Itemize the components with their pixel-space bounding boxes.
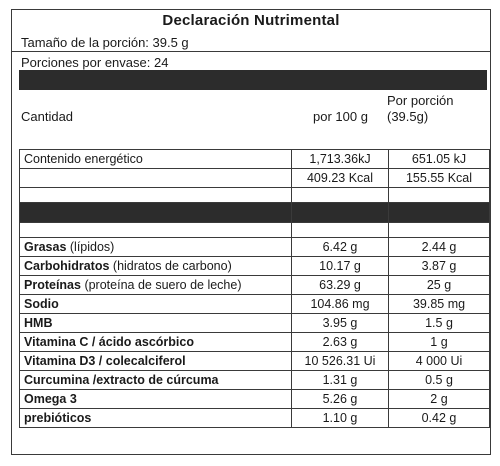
nutrient-per100: 10 526.31 Ui [292, 352, 389, 371]
energy-serving-kcal: 155.55 Kcal [389, 169, 490, 188]
table-row [20, 238, 490, 257]
nutrition-label [11, 9, 491, 455]
nutrient-serving: 3.87 g [389, 257, 490, 276]
nutrient-name: Carbohidratos (hidratos de carbono) [20, 257, 292, 276]
nutrient-name: Curcumina /extracto de cúrcuma [20, 371, 292, 390]
nutrient-per100: 6.42 g [292, 238, 389, 257]
nutrient-name: HMB [20, 314, 292, 333]
nutrient-serving: 1 g [389, 333, 490, 352]
nutrient-per100: 104.86 mg [292, 295, 389, 314]
header-per100: por 100 g [313, 109, 368, 124]
nutrient-per100: 63.29 g [292, 276, 389, 295]
header-quantity: Cantidad [21, 109, 74, 124]
table-row [20, 333, 490, 352]
nutrient-name: Omega 3 [20, 390, 292, 409]
nutrient-name: Proteínas (proteína de suero de leche) [20, 276, 292, 295]
table-row [20, 188, 490, 203]
nutrient-per100: 1.31 g [292, 371, 389, 390]
energy-serving-kj: 651.05 kJ [389, 150, 490, 169]
energy-per100-kcal: 409.23 Kcal [292, 169, 389, 188]
divider [12, 51, 490, 52]
header-per-serving: Por porción [387, 93, 454, 108]
nutrient-name: Grasas (lípidos) [20, 238, 292, 257]
nutrient-serving: 0.42 g [389, 409, 490, 428]
nutrient-serving: 0.5 g [389, 371, 490, 390]
nutrient-name: prebióticos [20, 409, 292, 428]
serving-size: Tamaño de la porción: 39.5 g [21, 35, 189, 50]
nutrient-name: Sodio [20, 295, 292, 314]
nutrient-name: Vitamina C / ácido ascórbico [20, 333, 292, 352]
nutrient-serving: 2 g [389, 390, 490, 409]
table-row [20, 314, 490, 333]
nutrient-table [19, 149, 490, 428]
nutrient-name: Vitamina D3 / colecalciferol [20, 352, 292, 371]
nutrient-per100: 5.26 g [292, 390, 389, 409]
energy-per100-kj: 1,713.36kJ [292, 150, 389, 169]
nutrient-per100: 1.10 g [292, 409, 389, 428]
nutrient-per100: 2.63 g [292, 333, 389, 352]
header-bar [19, 70, 487, 90]
table-row [20, 223, 490, 238]
table-row [20, 352, 490, 371]
table-row [20, 276, 490, 295]
nutrient-per100: 3.95 g [292, 314, 389, 333]
table-row [20, 169, 490, 188]
energy-label: Contenido energético [20, 150, 292, 169]
nutrient-serving: 4 000 Ui [389, 352, 490, 371]
table-row [20, 150, 490, 169]
nutrient-serving: 25 g [389, 276, 490, 295]
label-title: Declaración Nutrimental [162, 12, 340, 29]
nutrient-per100: 10.17 g [292, 257, 389, 276]
header-per-serving-size: (39.5g) [387, 109, 429, 124]
table-row [20, 390, 490, 409]
table-divider-row [20, 203, 490, 223]
nutrient-serving: 39.85 mg [389, 295, 490, 314]
nutrient-serving: 2.44 g [389, 238, 490, 257]
servings-per-container: Porciones por envase: 24 [21, 55, 169, 70]
table-row [20, 295, 490, 314]
table-row [20, 409, 490, 428]
nutrient-serving: 1.5 g [389, 314, 490, 333]
table-row [20, 371, 490, 390]
table-row [20, 257, 490, 276]
